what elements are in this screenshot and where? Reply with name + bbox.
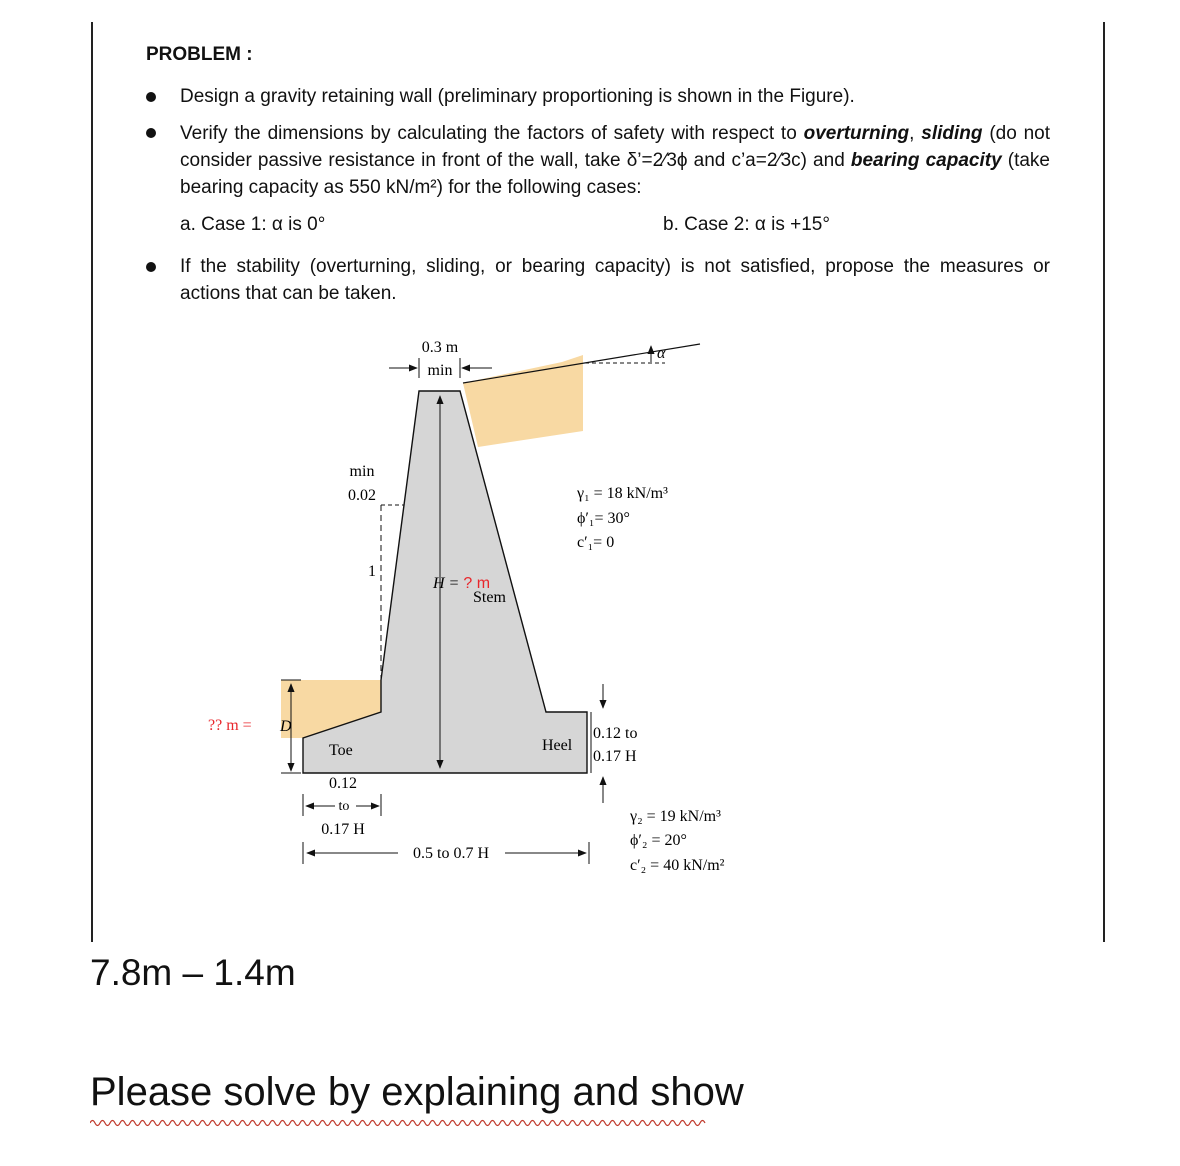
backfill-phi: ϕ′₁= 30° [577, 510, 630, 527]
base-thickness-2: 0.17 H [593, 748, 637, 765]
height-unknown: ? m [463, 575, 491, 592]
sliding-emphasis: sliding [921, 123, 983, 144]
foundation-phi: ϕ′₂ = 20° [630, 832, 687, 849]
verify-text-part3: (do not consider passive resistance in front of the wall, take δ’=2⁄3ϕ and c’a=2⁄3c) and [180, 123, 1051, 171]
foundation-gamma: γ₂ = 19 kN/m³ [630, 808, 721, 825]
toe-dimension-3: 0.17 H [321, 821, 365, 838]
bearing-capacity-emphasis: bearing capacity [850, 150, 1002, 171]
spellcheck-underline [90, 1118, 710, 1128]
case-2-label: b. Case 2: α is +15° [663, 214, 830, 235]
alpha-label: α [657, 345, 666, 362]
toe-dimension-1: 0.12 [329, 775, 357, 792]
base-thickness-1: 0.12 to [593, 725, 638, 742]
toe-label: Toe [329, 742, 353, 759]
backfill-c: c′₁= 0 [577, 534, 615, 551]
heel-label: Heel [542, 737, 573, 754]
bullet-text-design: Design a gravity retaining wall (preliminary proportioning is shown in the Figure). [180, 86, 855, 107]
verify-text-part1: Verify the dimensions by calculating the factors of safety with respect to [180, 123, 804, 144]
batter-value: 0.02 [348, 487, 376, 504]
overturning-emphasis: overturning [803, 123, 910, 144]
batter-ratio: 1 [368, 563, 376, 580]
verify-text-part2: , [909, 123, 922, 144]
height-label-H: H = [433, 575, 460, 592]
backfill-gamma: γ₁ = 18 kN/m³ [577, 485, 668, 502]
batter-min: min [349, 463, 375, 480]
bullet-text-stability: If the stability (overturning, sliding, or bearing capacity) is not satisfied, propose the measures or actions that can be taken. [180, 256, 1050, 304]
top-width-value: 0.3 m [421, 339, 459, 356]
depth-unknown: ?? m = [208, 717, 252, 734]
case-1-label: a. Case 1: α is 0° [180, 214, 326, 235]
depth-label: D [280, 718, 292, 735]
solve-request-note: Please solve by explaining and show [90, 1070, 744, 1114]
squiggle-path [90, 1121, 705, 1126]
configuration-note: 7.8m – 1.4m [90, 952, 296, 993]
toe-dimension-2: to [338, 799, 350, 814]
backfill-soil-region [463, 355, 583, 447]
base-width-label: 0.5 to 0.7 H [413, 845, 489, 862]
foundation-c: c′₂ = 40 kN/m² [630, 857, 725, 874]
top-width-min: min [427, 362, 453, 379]
verify-text-part4: (take bearing capacity as 550 kN/m²) for the following cases: [180, 150, 1050, 198]
problem-title: PROBLEM : [146, 44, 253, 65]
stem-label: Stem [473, 589, 506, 606]
